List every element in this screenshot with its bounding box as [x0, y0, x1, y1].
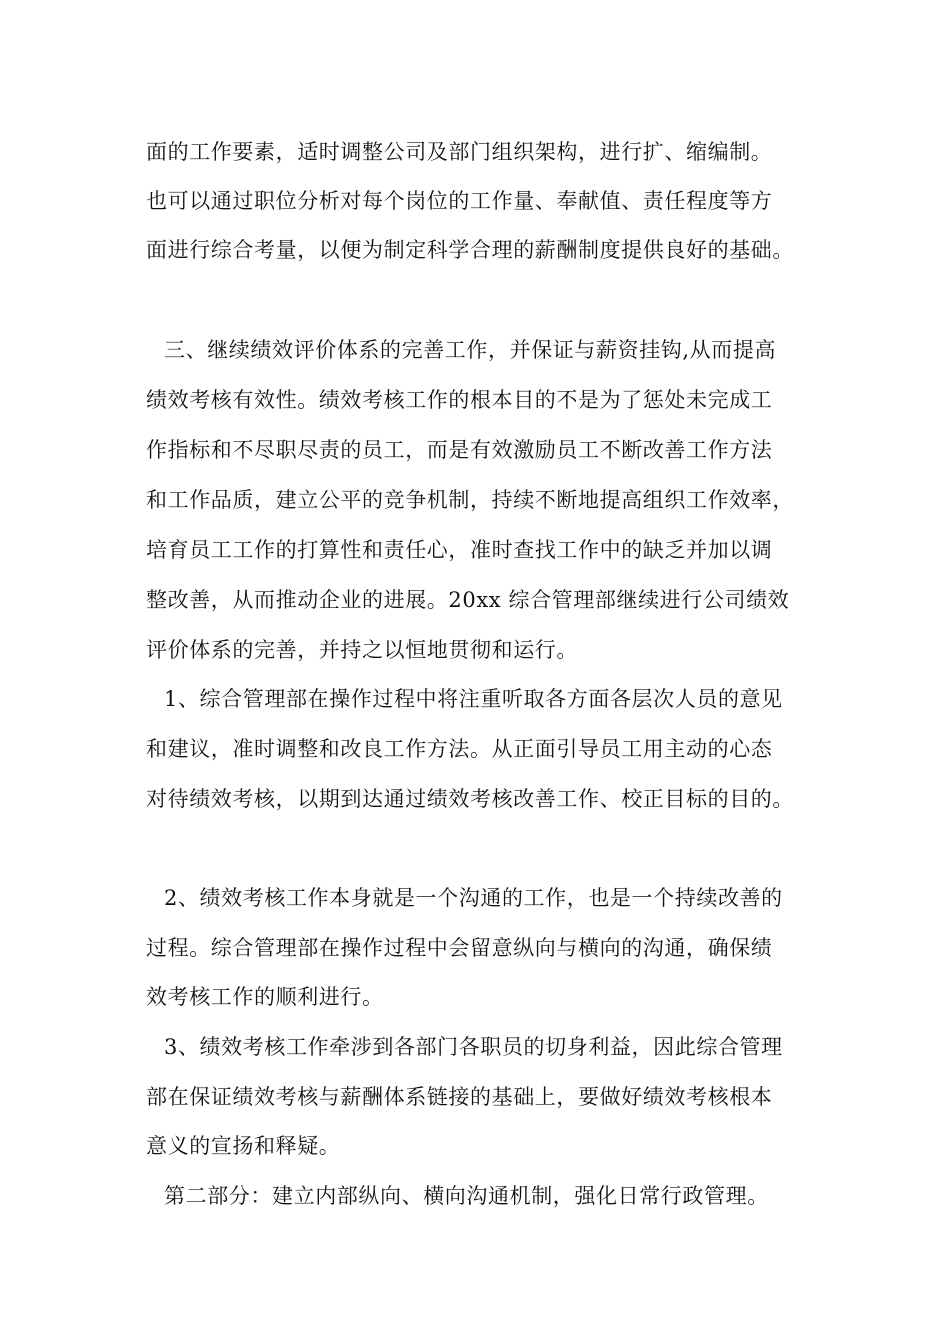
- text-line: 整改善，从而推动企业的进展。20xx 综合管理部继续进行公司绩效: [146, 588, 790, 612]
- list-item: 2、绩效考核工作本身就是一个沟通的工作，也是一个持续改善的: [164, 886, 783, 910]
- text-line: 过程。综合管理部在操作过程中会留意纵向与横向的沟通，确保绩: [146, 936, 773, 960]
- text-line: 效考核工作的顺利进行。: [146, 985, 384, 1009]
- section-heading: 第二部分：建立内部纵向、横向沟通机制，强化日常行政管理。: [164, 1184, 769, 1208]
- text-line: 和建议，准时调整和改良工作方法。从正面引导员工用主动的心态: [146, 737, 773, 761]
- list-item: 1、综合管理部在操作过程中将注重听取各方面各层次人员的意见: [164, 687, 783, 711]
- text-line: 培育员工工作的打算性和责任心，准时查找工作中的缺乏并加以调: [146, 538, 773, 562]
- list-item: 3、绩效考核工作牵涉到各部门各职员的切身利益，因此综合管理: [164, 1035, 783, 1059]
- text-line: 面进行综合考量，以便为制定科学合理的薪酬制度提供良好的基础。: [146, 238, 794, 262]
- text-line: 评价体系的完善，并持之以恒地贯彻和运行。: [146, 638, 578, 662]
- text-line: 对待绩效考核，以期到达通过绩效考核改善工作、校正目标的目的。: [146, 787, 794, 811]
- text-line: 也可以通过职位分析对每个岗位的工作量、奉献值、责任程度等方: [146, 189, 773, 213]
- text-line: 作指标和不尽职尽责的员工，而是有效激励员工不断改善工作方法: [146, 438, 773, 462]
- section-heading: 三、继续绩效评价体系的完善工作，并保证与薪资挂钩,从而提高: [164, 338, 777, 362]
- text-line: 部在保证绩效考核与薪酬体系链接的基础上，要做好绩效考核根本: [146, 1085, 773, 1109]
- text-line: 绩效考核有效性。绩效考核工作的根本目的不是为了惩处未完成工: [146, 388, 773, 412]
- text-line: 和工作品质，建立公平的竞争机制，持续不断地提高组织工作效率，: [146, 488, 794, 512]
- text-line: 意义的宣扬和释疑。: [146, 1134, 341, 1158]
- text-line: 面的工作要素，适时调整公司及部门组织架构，进行扩、缩编制。: [146, 140, 773, 164]
